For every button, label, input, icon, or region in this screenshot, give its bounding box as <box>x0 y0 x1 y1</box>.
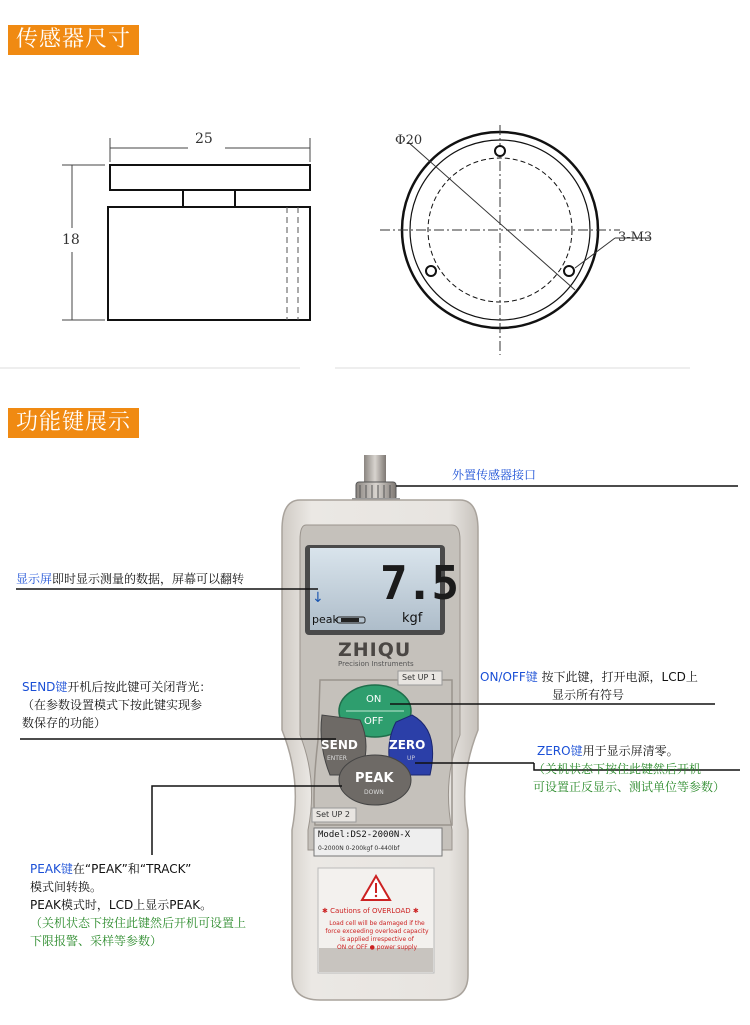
on-button[interactable]: ON <box>366 694 382 705</box>
height-dimension: 18 <box>62 232 80 248</box>
set-up2-label: Set UP 2 <box>316 810 350 819</box>
annotation-zero: ZERO键用于显示屏清零。 （关机状态下按住此键然后开机 可设置正反显示、测试单位等参数） <box>533 744 726 794</box>
annotation-send: SEND键开机后按此键可关闭背光： （在参数设置模式下按此键实现参 数保存的功能） <box>22 680 212 730</box>
annotation-sensor-port: 外置传感器接口 <box>452 468 537 482</box>
annotation-peak: PEAK键在“PEAK”和“TRACK” 模式间转换。 PEAK模式时，LCD上显示PEAK。 （关机状态下按住此键然后开机可设置上 下限报警、采样等参数） <box>30 862 247 948</box>
caution-text: Load cell will be damaged if the force exceeding overload capacity is applied irrespective of ON or OFF ● power supply <box>325 920 429 951</box>
diameter-dimension: Φ20 <box>395 133 423 148</box>
lcd-mode: peak <box>312 613 339 626</box>
range-label: 0-2000N 0-200kgf 0-440lbf <box>318 845 400 852</box>
zero-sub-label: UP <box>407 755 416 762</box>
width-dimension: 25 <box>195 131 213 147</box>
send-sub-label: ENTER <box>327 755 347 762</box>
lcd-arrow-icon: ↓ <box>312 590 324 606</box>
zero-button[interactable]: ZERO <box>389 738 426 752</box>
peak-sub-label: DOWN <box>364 789 384 796</box>
thread-dimension: 3-M3 <box>618 230 653 245</box>
section-title-sensor-size: 传感器尺寸 <box>8 25 139 55</box>
model-label: Model:DS2-2000N-X <box>318 830 411 840</box>
brand-logo: ZHIQU <box>338 639 412 661</box>
lcd-reading: 7.5 <box>380 556 458 610</box>
off-button[interactable]: OFF <box>364 716 384 727</box>
section-title-function-keys: 功能键展示 <box>8 408 139 438</box>
brand-subtitle: Precision Instruments <box>338 660 414 668</box>
annotation-display: 显示屏即时显示测量的数据，屏幕可以翻转 <box>16 572 245 586</box>
lcd-unit: kgf <box>402 611 423 626</box>
caution-title: ✱ Cautions of OVERLOAD ✱ <box>322 907 419 915</box>
send-button[interactable]: SEND <box>321 738 358 752</box>
annotation-onoff: ON/OFF键 按下此键，打开电源，LCD上 显示所有符号 <box>480 670 698 702</box>
set-up1-label: Set UP 1 <box>402 673 436 682</box>
peak-button[interactable]: PEAK <box>355 771 394 786</box>
